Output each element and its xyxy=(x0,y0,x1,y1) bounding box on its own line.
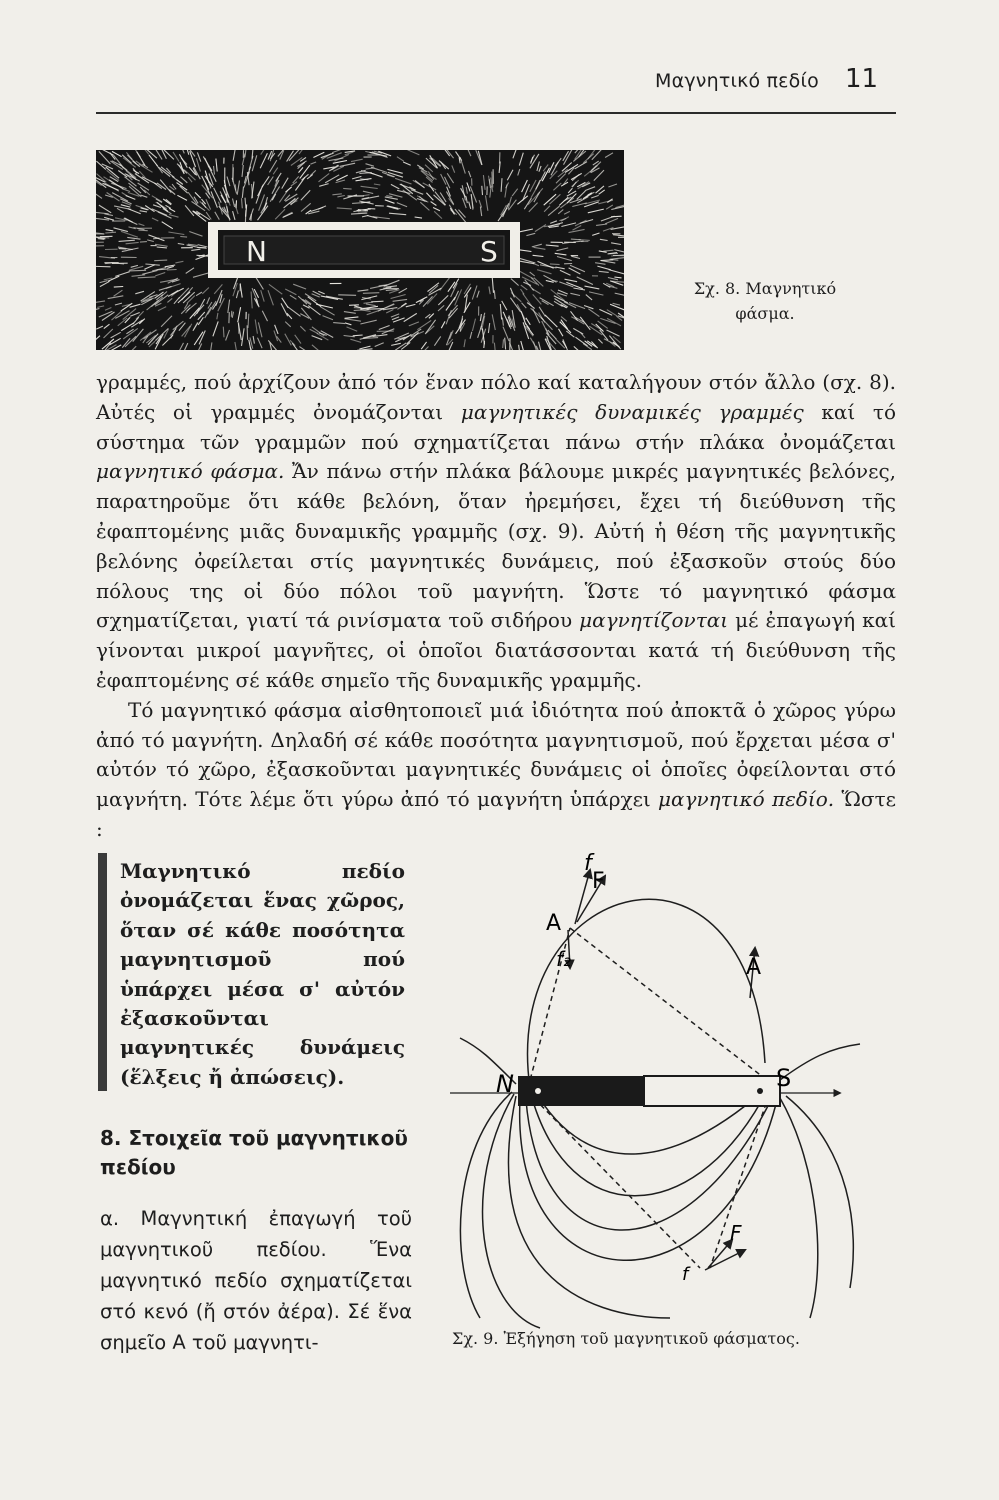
magnet-pole-s-label: S xyxy=(480,235,498,268)
label-f-bottom: f xyxy=(682,1264,689,1285)
section-heading: 8. Στοιχεῖα τοῦ μαγνητικοῦ πεδίου xyxy=(100,1126,408,1179)
body-text xyxy=(96,368,896,845)
label-F-bottom: F xyxy=(730,1221,742,1245)
label-f2: f₂ xyxy=(556,947,572,971)
paragraph-1: γραμμές, πού ἀρχίζουν ἀπό τόν ἕναν πόλο καί καταλήγουν στόν ἄλλο (σχ. 8). Αὐτές οἱ γραμμές ὀνομάζονται μαγνητικές δυναμικές γραμμές καί τό σύστημα τῶν γραμμῶν πού σχηματίζεται πάνω στήν πλάκα ὀνομάζεται μαγνητικό φάσμα. Ἄν πάνω στήν πλάκα βάλουμε μικρές μαγνητικές βελόνες, παρατηροῦμε ὅτι κάθε βελόνη, ὅταν ἠρεμήσει, ἔχει τή διεύθυνση τῆς ἐφαπτομένης μιᾶς δυναμικῆς γραμμῆς (σχ. 9). Αὐτή ἡ θέση τῆς μαγνητικῆς βελόνης ὀφείλεται στίς μαγνητικές δυνάμεις, πού ἐξασκοῦν στούς δύο πόλους της οἱ δύο πόλοι τοῦ μαγνήτη. Ὥστε τό μαγνητικό φάσμα σχηματίζεται, γιατί τά ρινίσματα τοῦ σιδήρου μαγνητίζονται μέ ἐπαγωγή καί γίνονται μικροί μαγνῆτες, οἱ ὁποῖοι διατάσσονται κατά τή διεύθυνση τῆς ἐφαπτομένης σέ κάθε σημεῖο τῆς δυναμικῆς γραμμῆς. xyxy=(96,370,896,692)
field-lines-diagram xyxy=(420,848,880,1338)
figure-8-magnetic-spectrum-photo xyxy=(96,150,624,350)
label-A-right: A xyxy=(746,955,762,980)
paragraph-2: Τό μαγνητικό φάσμα αἰσθητοποιεῖ μιά ἰδιότητα πού ἀποκτᾶ ὁ χῶρος γύρω ἀπό τό μαγνήτη. Δηλαδή σέ κάθε ποσότητα μαγνητισμοῦ, πού ἔρχεται μέσα σ' αὐτόν τό χῶρο, ἐξασκοῦνται μαγνητικές δυνάμεις οἱ ὁποῖες ὀφείλονται στό μαγνήτη. Τότε λέμε ὅτι γύρω ἀπό τό μαγνήτη ὑπάρχει μαγνητικό πεδίο. Ὥστε : xyxy=(96,697,896,841)
figure-8-caption: Σχ. 8. Μαγνητικό φάσμα. xyxy=(693,279,837,323)
section-text: α. Μαγνητική ἐπαγωγή τοῦ μαγνητικοῦ πεδίου. Ἕνα μαγνητικό πεδίο σχηματίζεται στό κενό (ἤ στόν ἀέρα). Σέ ἕνα σημεῖο Α τοῦ μαγνητι- xyxy=(100,1207,412,1354)
figure-9-diagram xyxy=(420,848,880,1338)
label-F-top: F xyxy=(592,869,605,894)
label-A-left: A xyxy=(546,911,562,936)
label-pole-s: S xyxy=(776,1064,792,1092)
header-rule xyxy=(96,112,896,114)
definition-marker-bar xyxy=(98,853,107,1091)
iron-filings-pattern xyxy=(96,150,624,350)
magnet-pole-n-label: N xyxy=(246,235,267,268)
label-pole-n: N xyxy=(496,1070,514,1098)
outer-field-line xyxy=(528,899,765,1088)
label-f-top: f xyxy=(584,851,592,876)
figure-9-caption: Σχ. 9. Ἐξήγηση τοῦ μαγνητικοῦ φάσματος. xyxy=(452,1329,800,1348)
running-header-title: Μαγνητικό πεδίο xyxy=(655,70,819,92)
definition-text: Μαγνητικό πεδίο ὀνομάζεται ἕνας χῶρος, ὅταν σέ κάθε ποσότητα μαγνητισμοῦ πού ὑπάρχει μέσα σ' αὐτόν ἐξασκοῦνται μαγνητικές δυνάμεις (ἕλξεις ἤ ἀπώσεις). xyxy=(120,859,405,1089)
page-number: 11 xyxy=(845,64,879,94)
